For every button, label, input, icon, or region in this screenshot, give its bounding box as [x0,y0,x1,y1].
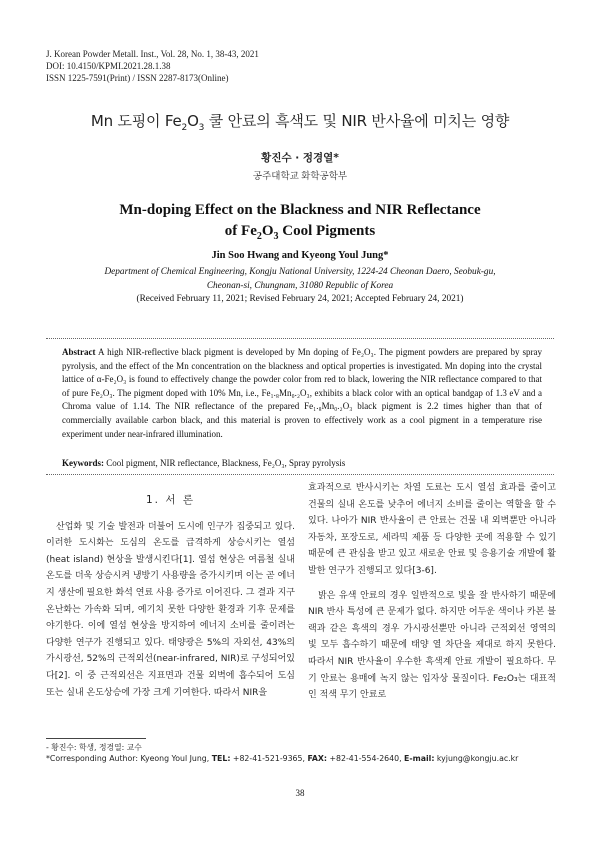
korean-title: Mn 도핑이 $Fe_2O_3$ 쿨 안료의 흑색도 및 NIR 반사율에 미치는 영향 [90,112,510,133]
body-column-left [46,482,295,701]
page-number: 38 [295,788,305,798]
footnote-positions: - 황진수: 학생, 정경열: 교수 [46,743,142,752]
abstract-text: A high NIR-reflective black pigment is developed by Mn doping of Fe₂O₃. The pigment powders are prepared by spray pyrolysis, and the effect of the Mn concentration on the blackness and optical properties is investigated. Mn doping into the crystal lattice of α-Fe₂O₃ is found to effectively change the powder color from red to black, lowering the NIR reflectance compared to that of pure Fe₂O₃. The pigment doped with 10% Mn, i.e., Fe₁.₈Mn₀.₂O₃, exhibits a black color with an optical bandgap of 1.3 eV and a Chroma value of 1.14. The NIR reflectance of the prepared Fe₁.₈Mn₀.₂O₃ black pigment is 2.2 times higher than that of commercially available carbon black, and this material is proven to effectively work as a cool pigment in a temperature rise experiment under near-infrared illumination. [62,347,542,439]
english-affiliation: Department of Chemical Engineering, Kongju National University, 1224-24 Cheonan Daero, Seobuk-gu, Cheonan-si, Chungnam, 31080 Republic of Korea (Received February 11, 2021; Revised February 24, 2021; Accepted February 24, 2021) [60,266,540,307]
footnote-rule [46,738,146,739]
abstract [62,346,542,441]
abstract-top-rule [46,338,554,339]
keywords-label: Keywords: [62,458,104,468]
korean-authors: 황진수 · 정경열* [261,152,339,164]
journal-citation: J. Korean Powder Metall. Inst., Vol. 28, No. 1, 38-43, 2021 [46,49,259,59]
footnotes [46,742,518,764]
body-column-right [308,480,556,704]
journal-issn: ISSN 1225-7591(Print) / ISSN 2287-8173(Online) [46,73,229,83]
keywords [62,458,542,468]
korean-affiliation: 공주대학교 화학공학부 [252,172,348,182]
intro-paragraph-1: 산업화 및 기술 발전과 더불어 도시에 인구가 집중되고 있다. 이러한 도시화는 도심의 온도를 급격하게 상승시키는 열섬(heat island) 현상을 발생시킨다[1]. 열섬 현상은 여름철 실내 온도를 더욱 상승시켜 냉방기 사용량을 증가시키며 이는 곧 에너지 생산에 필요한 화석 연료 사용 증가로 이어진다. 그 결과 지구 온난화는 가속화 되며, 예기치 못한 다양한 환경과 기후 문제를 야기한다. 이에 열섬 현상을 방지하여 에너지 소비를 줄이려는 다양한 연구가 진행되고 있다. 태양광은 5%의 자외선, 43%의 가시광선, 52%의 근적외선(near-infrared, NIR)로 구성되어있다[2]. 이 중 근적외선은 지표면과 건물 외벽에 흡수되어 도심 또는 실내 온도상승에 가장 크게 기여한다. 따라서 NIR을 [46,521,295,698]
abstract-bottom-rule [46,474,554,475]
journal-info [46,48,259,84]
section-heading-introduction: 1. 서 론 [146,494,195,506]
english-title: Mn-doping Effect on the Blackness and NIR Reflectance of $Fe_2O_3$ Cool Pigments [119,202,481,242]
keywords-text: Cool pigment, NIR reflectance, Blackness, Fe₂O₃, Spray pyrolysis [106,458,346,468]
intro-paragraph-3: 밝은 유색 안료의 경우 일반적으로 빛을 잘 반사하기 때문에 NIR 반사 특성에 큰 문제가 없다. 하지만 어두운 색이나 카본 블랙과 같은 흑색의 경우 가시광선뿐만 아니라 근적외선 영역의 빛 모두 흡수하기 때문에 태양 열 차단을 제대로 하지 못한다. 따라서 NIR 반사율이 우수한 흑색계 안료 개발이 필요하다. 무기 안료는 용매에 녹지 않는 입자상 물질이다. Fe₂O₃는 대표적인 적색 무기 안료로 [308,590,556,701]
footnote-corresponding: *Corresponding Author: Kyeong Youl Jung, TEL: +82-41-521-9365, FAX: +82-41-554-2640, E-mail: kyjung@kongju.ac.kr [46,754,519,763]
received-dates: (Received February 11, 2021; Revised February 24, 2021; Accepted February 24, 2021) [136,294,464,304]
intro-paragraph-2: 효과적으로 반사시키는 차열 도료는 도시 열섬 효과를 줄이고 건물의 실내 온도를 낮추어 에너지 소비를 줄이는 역할을 할 수 있다. 나아가 NIR 반사율이 큰 안료는 건물 내 외벽뿐만 아니라 자동차, 포장도로, 세라믹 제품 등 다양한 곳에 적용할 수 있기 때문에 큰 관심을 받고 있고 새로운 안료 및 응용기술 개발에 활발한 연구가 진행되고 있다[3-6]. [308,483,556,576]
abstract-label: Abstract [62,347,96,357]
journal-doi: DOI: 10.4150/KPMI.2021.28.1.38 [46,61,171,71]
english-authors: Jin Soo Hwang and Kyeong Youl Jung* [211,250,389,261]
